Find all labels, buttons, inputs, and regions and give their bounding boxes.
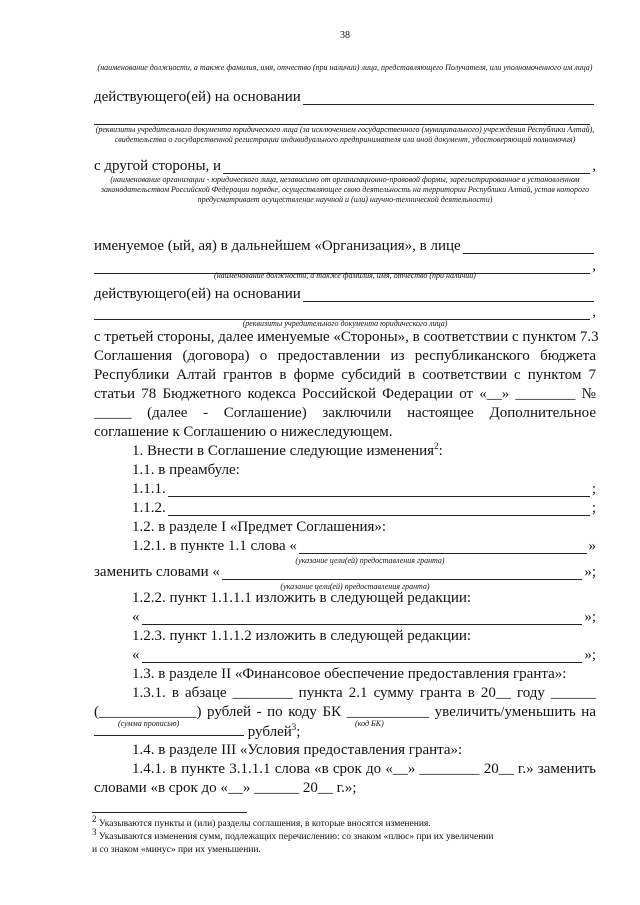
item-1-2: 1.2. в разделе I «Предмет Соглашения»: <box>132 519 387 535</box>
acting-basis-line: действующего(ей) на основании <box>94 88 596 107</box>
note-goal-1: (указание цели(ей) предоставления гранта) <box>295 556 445 565</box>
item-1-2-2-blank: « »; <box>132 609 596 625</box>
item-1-4-1-end: словами «в срок до «__» ______ 20__ г.»; <box>94 780 357 796</box>
basis-blank-2[interactable] <box>94 111 590 125</box>
basis-blank-3[interactable] <box>303 288 594 302</box>
amount-blank[interactable] <box>94 722 244 736</box>
goal-blank[interactable] <box>299 540 587 554</box>
footnote-rule <box>92 812 247 813</box>
new-goal-blank[interactable] <box>222 566 582 580</box>
note-words: (сумма прописью) <box>118 719 180 728</box>
preamble-blank-1[interactable] <box>168 483 590 497</box>
para1-line1: с третьей стороны, далее именуемые «Стороны», в соответствии с пунктом 7.3 <box>94 329 599 345</box>
basis-blank[interactable] <box>303 91 594 105</box>
redaction-blank-1[interactable] <box>142 611 583 625</box>
rubles-line: (_____________) рублей - по коду БК ___________ увеличить/уменьшить на <box>94 704 596 720</box>
note-requisites-1: (реквизиты учредительного документа юридического лица (за исключением государственного (муниципального) учреждения Республики Алтай), свидетельства о государственной регистрации индивидуального предпринимателя или иной документ, удостоверяющий полномочия) <box>95 125 595 144</box>
item-1-4: 1.4. в разделе III «Условия предоставления гранта»: <box>132 742 463 758</box>
footnote-3: $^3$ Указываются изменения сумм, подлежащих перечислению: со знаком «плюс» при их увеличении <box>92 826 494 842</box>
rubles-tail-line: рублей$^3$; <box>94 722 596 741</box>
para1-line4: статьи 78 Бюджетного кодекса Российской Федерации от «__» ________ № <box>94 386 596 402</box>
note-goal-2: (указание цели(ей) предоставления гранта) <box>280 582 430 591</box>
item-1-3: 1.3. в разделе II «Финансовое обеспечение предоставления гранта»: <box>132 666 567 682</box>
item-1-1: 1.1. в преамбуле: <box>132 462 240 478</box>
footnote-2: $^2$ Указываются пункты и (или) разделы соглашения, в которые вносятся изменения. <box>92 813 431 829</box>
preamble-blank-2[interactable] <box>168 502 590 516</box>
basis-blank-4[interactable] <box>94 306 590 320</box>
note-representative: (наименование должности, а также фамилия, имя, отчество (при наличии) лица, представляющего Получателя, или уполномоченного им лица) <box>97 63 593 72</box>
named-org-line: именуемое (ый, ая) в дальнейшем «Организация», в лице <box>94 237 596 256</box>
item-1: 1. Внести в Соглашение следующие изменения$^2$: <box>132 441 443 459</box>
acting-basis-line-2: действующего(ей) на основании <box>94 285 596 304</box>
para1-line5: _____ (далее - Соглашение) заключили настоящее Дополнительное <box>94 405 596 421</box>
note-requisites-2: (реквизиты учредительного документа юридического лица) <box>242 319 448 328</box>
note-kbk: (код БК) <box>355 719 384 728</box>
para1-line2: Соглашения (договора) о предоставлении из республиканского бюджета <box>94 348 596 364</box>
footnote-3-cont: и со знаком «минус» при их уменьшении. <box>92 845 261 855</box>
person-blank-line: , <box>94 257 596 276</box>
item-1-2-2: 1.2.2. пункт 1.1.1.1 изложить в следующей редакции: <box>132 590 472 606</box>
item-1-2-1: 1.2.1. в пункте 1.1 слова « » <box>132 538 596 554</box>
person-blank[interactable] <box>463 240 594 254</box>
note-position: (наименование должности, а также фамилия, имя, отчество (при наличии) <box>214 271 476 280</box>
item-1-2-3: 1.2.3. пункт 1.1.1.2 изложить в следующей редакции: <box>132 628 472 644</box>
item-1-4-1: 1.4.1. в пункте 3.1.1.1 слова «в срок до «__» ________ 20__ г.» заменить <box>132 761 596 777</box>
para1-line3: Республики Алтай грантов в форме субсидий в соответствии с пунктом 7 <box>94 367 596 383</box>
para1-line6: соглашение к Соглашению о нижеследующем. <box>94 424 393 440</box>
note-org: (наименование организации - юридического лица, независимо от организационно-правовой формы, зарегистрированное в установленном законодательством Российской Федерации порядке, осуществляющее свою деятельность на территории Республики Алтай, устав которого предусматривает осуществление научной и (или) научно-технической деятельности) <box>100 175 590 204</box>
replace-words-line: заменить словами « »; <box>94 564 596 580</box>
other-party-line: с другой стороны, и , <box>94 158 596 174</box>
redaction-blank-2[interactable] <box>142 649 583 663</box>
item-1-3-1: 1.3.1. в абзаце ________ пункта 2.1 сумму гранта в 20__ году ______ <box>132 685 596 701</box>
page-number: 38 <box>340 30 350 41</box>
org-blank[interactable] <box>223 160 590 174</box>
item-1-1-1: 1.1.1. ; <box>132 481 596 497</box>
item-1-1-2: 1.1.2. ; <box>132 500 596 516</box>
basis-blank-line-2: , <box>94 303 596 322</box>
item-1-2-3-blank: « »; <box>132 647 596 663</box>
